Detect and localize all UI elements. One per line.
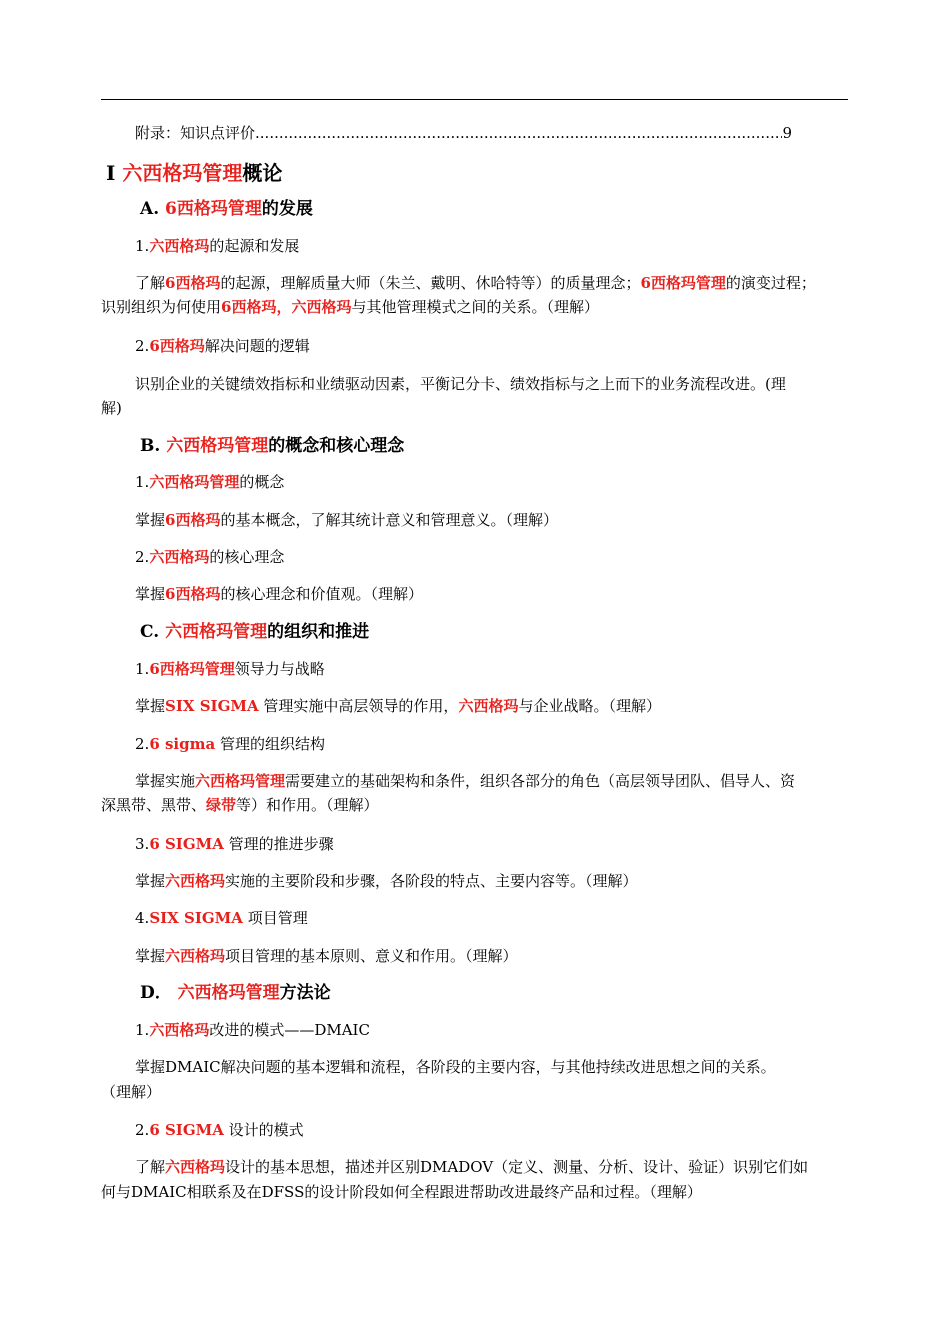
paragraph-line: 掌握实施六西格玛管理需要建立的基础架构和条件，组织各部分的角色（高层领导团队、倡导人、资 [135, 772, 796, 790]
paragraph-line: （理解） [101, 1083, 162, 1101]
heading-text: 概论 [242, 161, 283, 185]
toc-leader-dots [255, 123, 782, 143]
paragraph-line: 识别组织为何使用6西格玛，六西格玛与其他管理模式之间的关系。（理解） [101, 298, 599, 316]
item-title: 2.6 SIGMA 设计的模式 [135, 1121, 304, 1139]
item-title: 2.六西格玛的核心理念 [135, 548, 285, 566]
subsection-heading-d [140, 981, 331, 1005]
heading-text: 方法论 [279, 983, 331, 1003]
item-title: 1.六西格玛管理的概念 [135, 473, 285, 491]
paragraph-line: 解) [101, 399, 122, 417]
section-number: Ⅰ [106, 161, 116, 185]
paragraph-line: 掌握六西格玛项目管理的基本原则、意义和作用。（理解） [135, 947, 518, 965]
paragraph-line: 掌握6西格玛的基本概念，了解其统计意义和管理意义。（理解） [135, 511, 558, 529]
item-title: 1.6西格玛管理领导力与战略 [135, 660, 325, 678]
heading-prefix: A. [140, 199, 160, 219]
heading-prefix: D． [140, 983, 172, 1003]
paragraph-line: 掌握DMAIC解决问题的基本逻辑和流程，各阶段的主要内容，与其他持续改进思想之间的关系。 [135, 1058, 776, 1076]
header-rule [101, 99, 848, 100]
heading-highlight: 六西格玛管理 [165, 622, 268, 642]
heading-text: 的组织和推进 [267, 622, 370, 642]
toc-label: 附录：知识点评价 [135, 124, 256, 142]
paragraph-line: 识别企业的关键绩效指标和业绩驱动因素，平衡记分卡、绩效指标与之上而下的业务流程改进。(理 [135, 375, 786, 393]
paragraph-line: 了解6西格玛的起源，理解质量大师（朱兰、戴明、休哈特等）的质量理念；6西格玛管理的演变过程； [135, 274, 816, 292]
item-title: 1.六西格玛的起源和发展 [135, 237, 300, 255]
heading-prefix: B. [140, 436, 161, 456]
section-heading-1 [106, 160, 282, 186]
subsection-heading-a [140, 197, 313, 221]
heading-text: 的概念和核心理念 [268, 436, 405, 456]
item-title: 2.6 sigma 管理的组织结构 [135, 735, 325, 753]
subsection-heading-b [140, 434, 404, 458]
heading-highlight: 六西格玛管理 [166, 436, 269, 456]
paragraph-line: 何与DMAIC相联系及在DFSS的设计阶段如何全程跟进帮助改进最终产品和过程。（理解） [101, 1183, 702, 1201]
paragraph-line: 深黑带、黑带、绿带等）和作用。（理解） [101, 796, 379, 814]
item-title: 4.SIX SIGMA 项目管理 [135, 909, 308, 927]
heading-highlight: 六西格玛管理 [122, 161, 243, 185]
paragraph-line: 了解六西格玛设计的基本思想，描述并区别DMADOV（定义、测量、分析、设计、验证）识别它们如 [135, 1158, 809, 1176]
paragraph-line: 掌握6西格玛的核心理念和价值观。（理解） [135, 585, 423, 603]
heading-prefix: C. [140, 622, 160, 642]
item-title: 2.6西格玛解决问题的逻辑 [135, 337, 310, 355]
paragraph-line: 掌握六西格玛实施的主要阶段和步骤，各阶段的特点、主要内容等。（理解） [135, 872, 638, 890]
item-title: 1.六西格玛改进的模式——DMAIC [135, 1021, 370, 1039]
toc-page-number: 9 [782, 124, 792, 142]
toc-entry-appendix[interactable] [135, 123, 792, 143]
heading-highlight: 6西格玛管理 [165, 199, 262, 219]
heading-text: 的发展 [261, 199, 313, 219]
subsection-heading-c [140, 620, 369, 644]
item-title: 3.6 SIGMA 管理的推进步骤 [135, 835, 334, 853]
heading-highlight: 六西格玛管理 [177, 983, 280, 1003]
paragraph-line: 掌握SIX SIGMA 管理实施中高层领导的作用，六西格玛与企业战略。（理解） [135, 697, 661, 715]
